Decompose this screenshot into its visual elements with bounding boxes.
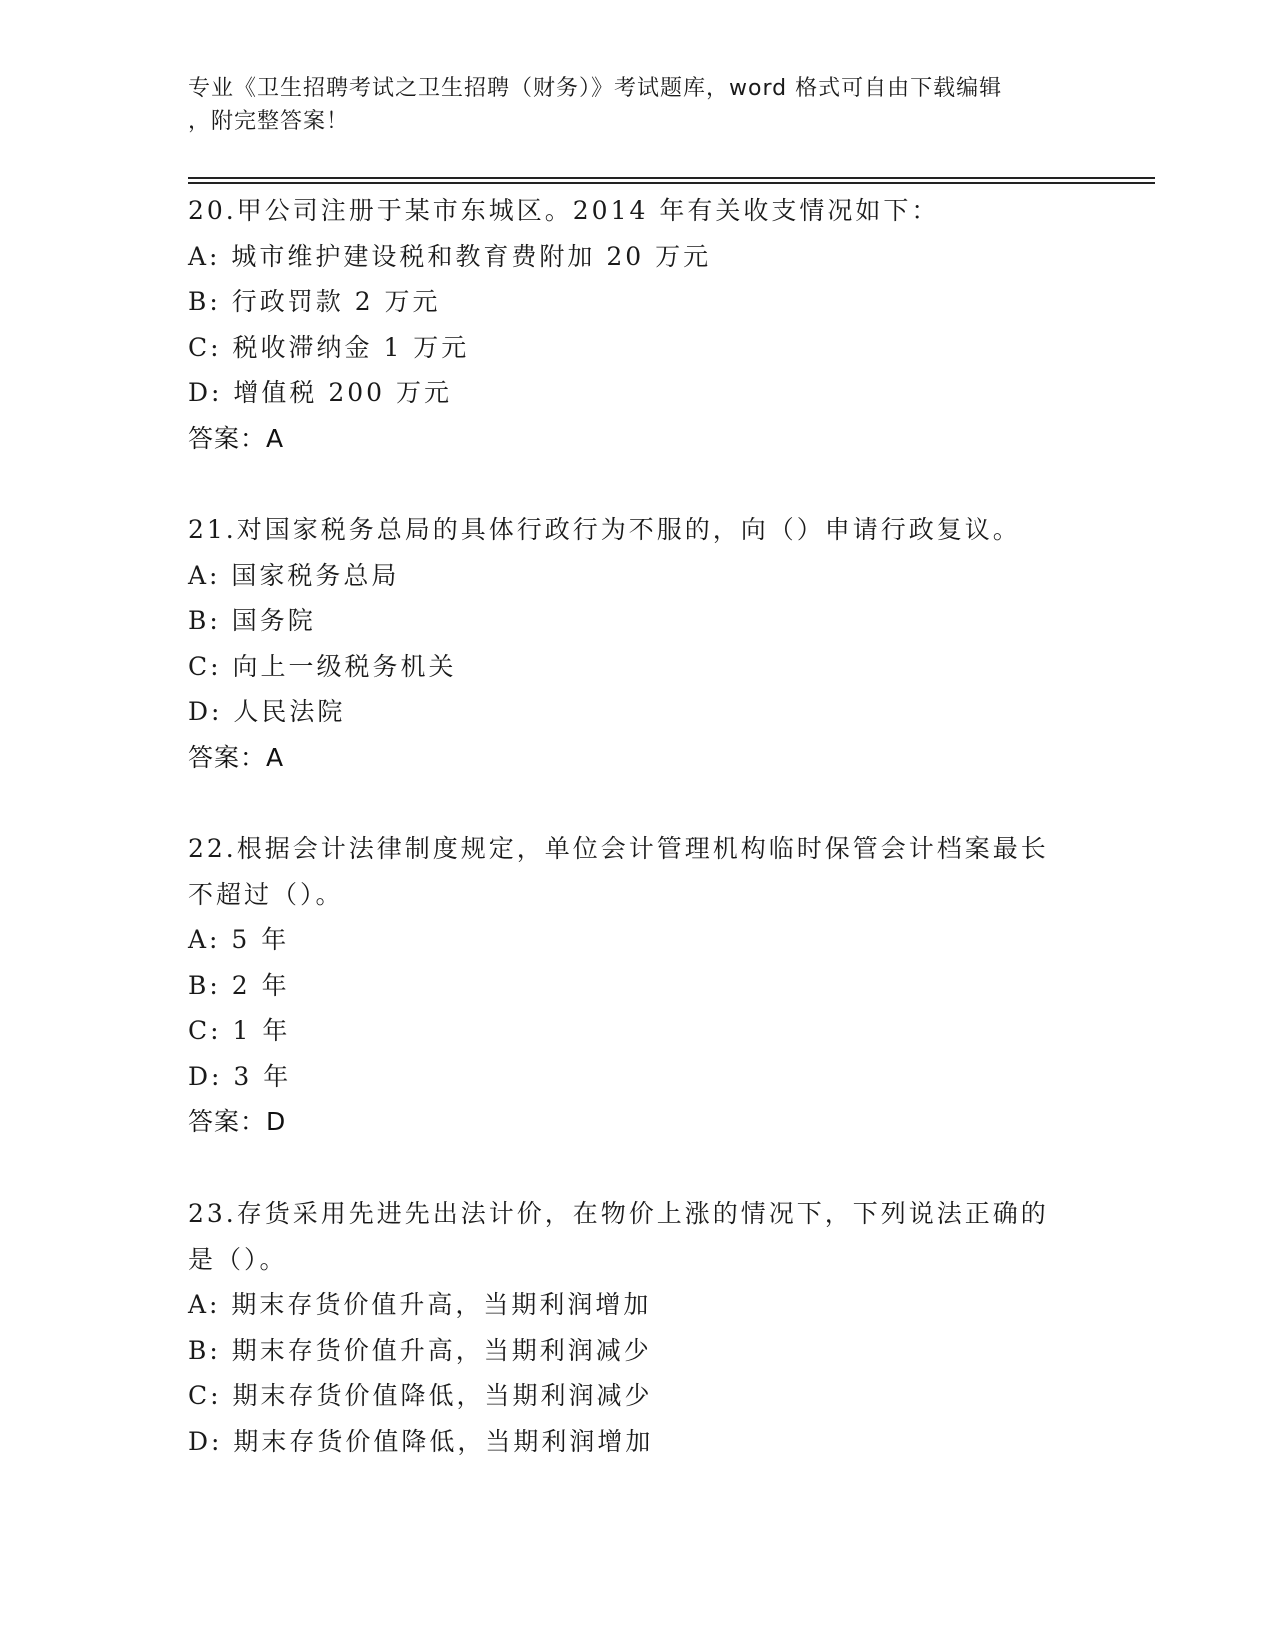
question-stem: 21.对国家税务总局的具体行政行为不服的，向（）申请行政复议。 [188, 515, 1021, 544]
option-a: A: 城市维护建设税和教育费附加 20 万元 [188, 241, 712, 271]
answer-label: 答案：A [188, 742, 285, 772]
option-c: C: 税收滞纳金 1 万元 [188, 332, 470, 362]
question-20 [188, 188, 1088, 462]
option-c: C: 期末存货价值降低，当期利润减少 [188, 1381, 653, 1410]
header-line-1: 专业《卫生招聘考试之卫生招聘（财务）》考试题库，word 格式可自由下载编辑 [188, 76, 1003, 101]
question-stem: 22.根据会计法律制度规定，单位会计管理机构临时保管会计档案最长 [188, 834, 1049, 863]
option-a: A: 国家税务总局 [188, 560, 400, 590]
question-23 [188, 1191, 1088, 1464]
question-22 [188, 826, 1088, 1145]
option-d: D: 增值税 200 万元 [188, 378, 453, 407]
option-d: D: 期末存货价值降低，当期利润增加 [188, 1426, 654, 1456]
document-header [188, 72, 1088, 138]
option-b: B: 国务院 [188, 606, 316, 635]
option-d: D: 3 年 [188, 1061, 292, 1091]
header-line-2: ，附完整答案！ [188, 109, 350, 134]
option-c: C: 向上一级税务机关 [188, 651, 457, 681]
question-stem: 20.甲公司注册于某市东城区。2014 年有关收支情况如下： [188, 196, 940, 225]
question-stem: 23.存货采用先进先出法计价，在物价上涨的情况下，下列说法正确的 [188, 1199, 1049, 1228]
option-c: C: 1 年 [188, 1016, 291, 1045]
question-stem-continued: 是（）。 [188, 1244, 288, 1274]
option-a: A: 5 年 [188, 925, 290, 954]
answer-label: 答案：A [188, 423, 285, 453]
answer-label: 答案：D [188, 1107, 287, 1136]
option-b: B: 期末存货价值升高，当期利润减少 [188, 1335, 652, 1365]
question-21 [188, 507, 1088, 781]
question-stem-continued: 不超过（）。 [188, 879, 344, 909]
option-a: A: 期末存货价值升高，当期利润增加 [188, 1290, 652, 1319]
header-divider-top [188, 177, 1155, 179]
option-b: B: 行政罚款 2 万元 [188, 287, 441, 316]
option-b: B: 2 年 [188, 970, 290, 1000]
header-divider-bottom [188, 182, 1155, 184]
option-d: D: 人民法院 [188, 697, 346, 726]
